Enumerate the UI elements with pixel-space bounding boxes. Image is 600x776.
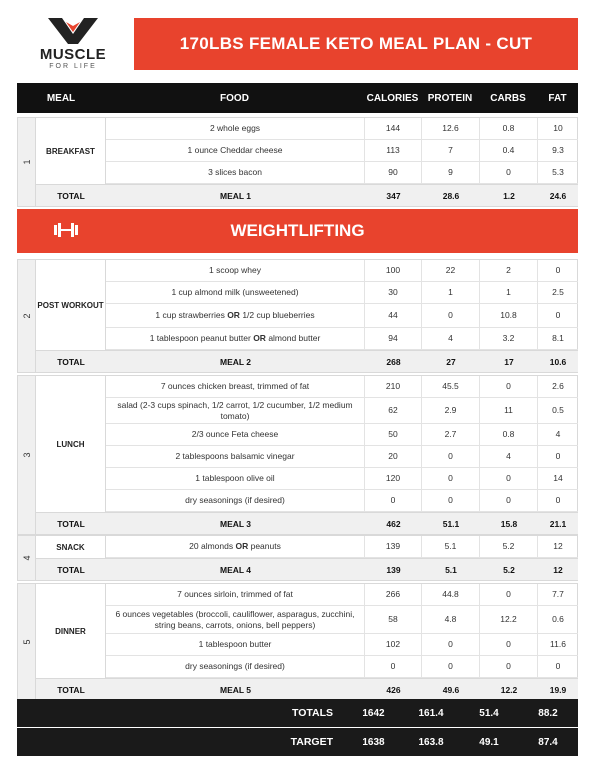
food-row — [106, 376, 578, 398]
food-row — [106, 140, 578, 162]
carbs-cell: 0 — [480, 584, 538, 605]
food-row — [106, 328, 578, 350]
meal-number: 5 — [21, 639, 32, 645]
calories-cell: 0 — [365, 490, 422, 511]
food-row — [106, 304, 578, 328]
food-name: dry seasonings (if desired) — [106, 490, 365, 511]
protein-cell: 22 — [422, 260, 480, 281]
calories-cell: 30 — [365, 282, 422, 303]
food-name: 1 cup almond milk (unsweetened) — [106, 282, 365, 303]
totals-label: TOTALS — [291, 707, 333, 719]
food-name: 1 scoop whey — [106, 260, 365, 281]
food-name: 2 whole eggs — [106, 118, 365, 139]
totals-row — [17, 699, 578, 727]
protein-cell: 0 — [422, 304, 480, 327]
carbs-cell: 0.8 — [480, 424, 538, 445]
total-carbs: 5.2 — [503, 564, 515, 575]
total-meal-name: MEAL 4 — [219, 564, 252, 575]
food-row — [106, 584, 578, 606]
meal-block — [17, 535, 578, 581]
fat-cell: 0 — [555, 265, 561, 276]
carbs-cell: 0 — [480, 162, 538, 183]
carbs-cell: 3.2 — [480, 328, 538, 349]
total-carbs: 1.2 — [503, 190, 515, 201]
fat-cell: 7.7 — [552, 589, 564, 600]
food-row — [106, 446, 578, 468]
or-keyword: OR — [224, 310, 243, 321]
protein-cell: 1 — [422, 282, 480, 303]
food-name: 20 almonds OR peanuts — [106, 536, 365, 557]
food-row — [106, 118, 578, 140]
protein-cell: 0 — [422, 490, 480, 511]
calories-cell: 266 — [365, 584, 422, 605]
meal-total-row — [36, 350, 578, 372]
food-name: 1 tablespoon olive oil — [106, 468, 365, 489]
header-food: FOOD — [220, 92, 249, 104]
meal-block — [17, 117, 578, 207]
food-name: 1 tablespoon butter — [106, 634, 365, 655]
fat-cell: 0.6 — [552, 614, 564, 625]
target-row — [17, 728, 578, 756]
total-meal-name: MEAL 3 — [219, 518, 252, 529]
protein-cell: 4 — [422, 328, 480, 349]
logo-text: MUSCLE — [39, 46, 107, 63]
fat-cell: 2.6 — [552, 381, 564, 392]
food-row — [106, 282, 578, 304]
food-row — [106, 398, 578, 424]
fat-cell: 0.5 — [552, 405, 564, 416]
food-row — [106, 162, 578, 184]
fat-cell: 11.6 — [550, 639, 566, 650]
carbs-cell: 0.8 — [480, 118, 538, 139]
food-name: 2/3 ounce Feta cheese — [106, 424, 365, 445]
meal-total-row — [36, 512, 578, 534]
carbs-cell: 4 — [480, 446, 538, 467]
target-label: TARGET — [290, 736, 333, 748]
protein-cell: 7 — [422, 140, 480, 161]
fat-cell: 5.3 — [552, 167, 564, 178]
food-name: dry seasonings (if desired) — [106, 656, 365, 677]
total-carbs: 17 — [504, 356, 514, 367]
meal-number-column — [18, 584, 36, 700]
food-name: 2 tablespoons balsamic vinegar — [106, 446, 365, 467]
total-label: TOTAL — [57, 356, 85, 367]
food-row — [106, 634, 578, 656]
target-calories: 1638 — [362, 736, 385, 748]
calories-cell: 113 — [365, 140, 422, 161]
protein-cell: 44.8 — [422, 584, 480, 605]
total-calories: 462 — [386, 518, 401, 529]
meal-block — [17, 375, 578, 535]
header-calories: CALORIES — [366, 92, 419, 104]
protein-cell: 5.1 — [422, 536, 480, 557]
meal-number-column — [18, 260, 36, 372]
food-name: 3 slices bacon — [106, 162, 365, 183]
fat-cell: 9.3 — [552, 145, 564, 156]
totals-fat: 88.2 — [538, 707, 558, 719]
carbs-cell: 11 — [480, 398, 538, 423]
fat-cell: 0 — [555, 310, 561, 321]
total-fat: 10.6 — [549, 356, 567, 367]
protein-cell: 0 — [422, 634, 480, 655]
calories-cell: 62 — [365, 398, 422, 423]
header-fat: FAT — [548, 92, 567, 104]
carbs-cell: 5.2 — [480, 536, 538, 557]
weightlifting-banner — [17, 209, 578, 253]
target-carbs: 49.1 — [479, 736, 499, 748]
total-label: TOTAL — [57, 518, 85, 529]
calories-cell: 94 — [365, 328, 422, 349]
meal-number-column — [18, 536, 36, 580]
food-row — [106, 260, 578, 282]
food-name: salad (2-3 cups spinach, 1/2 carrot, 1/2 cucumber, 1/2 medium tomato) — [106, 398, 365, 423]
banner-label: WEIGHTLIFTING — [230, 221, 365, 240]
protein-cell: 0 — [422, 446, 480, 467]
calories-cell: 90 — [365, 162, 422, 183]
food-name: 1 cup strawberries OR 1/2 cup blueberries — [106, 304, 365, 327]
logo-subtext: FOR LIFE — [49, 63, 97, 70]
carbs-cell: 0.4 — [480, 140, 538, 161]
protein-cell: 0 — [422, 656, 480, 677]
carbs-cell: 0 — [480, 468, 538, 489]
calories-cell: 210 — [365, 376, 422, 397]
food-name: 7 ounces chicken breast, trimmed of fat — [106, 376, 365, 397]
protein-cell: 4.8 — [422, 606, 480, 633]
protein-cell: 2.9 — [422, 398, 480, 423]
meal-number-column — [18, 118, 36, 206]
dumbbell-icon — [53, 221, 79, 239]
header-protein: PROTEIN — [427, 92, 473, 104]
food-row — [106, 606, 578, 634]
meal-name: LUNCH — [36, 376, 106, 512]
food-name: 1 ounce Cheddar cheese — [106, 140, 365, 161]
header-carbs: CARBS — [490, 92, 526, 104]
fat-cell: 10 — [553, 123, 563, 134]
total-meal-name: MEAL 1 — [219, 190, 252, 201]
total-meal-name: MEAL 2 — [219, 356, 252, 367]
total-protein: 51.1 — [442, 518, 460, 529]
fat-cell: 2.5 — [552, 287, 564, 298]
or-keyword: OR — [250, 333, 269, 344]
page-title: 170LBS FEMALE KETO MEAL PLAN - CUT — [134, 18, 578, 70]
total-protein: 27 — [446, 356, 456, 367]
muscle-logo-icon — [48, 16, 98, 46]
calories-cell: 0 — [365, 656, 422, 677]
carbs-cell: 10.8 — [480, 304, 538, 327]
totals-calories: 1642 — [362, 707, 385, 719]
meal-total-row — [36, 678, 578, 700]
carbs-cell: 1 — [480, 282, 538, 303]
total-fat: 12 — [553, 564, 563, 575]
carbs-cell: 2 — [480, 260, 538, 281]
protein-cell: 12.6 — [422, 118, 480, 139]
total-calories: 426 — [386, 684, 401, 695]
target-protein: 163.8 — [418, 736, 444, 748]
food-row — [106, 424, 578, 446]
total-protein: 5.1 — [445, 564, 457, 575]
total-calories: 139 — [386, 564, 401, 575]
fat-cell: 0 — [555, 661, 561, 672]
meal-name: BREAKFAST — [36, 118, 106, 184]
calories-cell: 100 — [365, 260, 422, 281]
header-meal: MEAL — [46, 92, 76, 104]
fat-cell: 14 — [553, 473, 563, 484]
totals-protein: 161.4 — [418, 707, 444, 719]
fat-cell: 12 — [553, 541, 563, 552]
total-protein: 49.6 — [442, 684, 460, 695]
calories-cell: 139 — [365, 536, 422, 557]
food-name: 6 ounces vegetables (broccoli, cauliflower, asparagus, zucchini, string beans, carrots, onions, bell peppers) — [106, 606, 365, 633]
total-protein: 28.6 — [442, 190, 460, 201]
table-header — [17, 83, 578, 113]
meal-number: 4 — [21, 555, 32, 561]
total-fat: 21.1 — [549, 518, 567, 529]
calories-cell: 120 — [365, 468, 422, 489]
carbs-cell: 0 — [480, 656, 538, 677]
total-label: TOTAL — [57, 190, 85, 201]
total-label: TOTAL — [57, 684, 85, 695]
food-name: 1 tablespoon peanut butter OR almond butter — [106, 328, 365, 349]
protein-cell: 2.7 — [422, 424, 480, 445]
calories-cell: 58 — [365, 606, 422, 633]
total-fat: 19.9 — [549, 684, 567, 695]
total-carbs: 12.2 — [500, 684, 518, 695]
meal-name: SNACK — [36, 536, 106, 558]
meal-number: 3 — [21, 452, 32, 458]
calories-cell: 20 — [365, 446, 422, 467]
meal-total-row — [36, 558, 578, 580]
meal-number-column — [18, 376, 36, 534]
food-row — [106, 656, 578, 678]
food-row — [106, 468, 578, 490]
totals-carbs: 51.4 — [479, 707, 499, 719]
fat-cell: 4 — [555, 429, 561, 440]
meal-number: 2 — [21, 313, 32, 319]
total-fat: 24.6 — [549, 190, 567, 201]
carbs-cell: 12.2 — [480, 606, 538, 633]
meal-block — [17, 583, 578, 701]
brand-logo — [18, 16, 128, 72]
calories-cell: 44 — [365, 304, 422, 327]
protein-cell: 0 — [422, 468, 480, 489]
calories-cell: 144 — [365, 118, 422, 139]
fat-cell: 8.1 — [552, 333, 564, 344]
calories-cell: 50 — [365, 424, 422, 445]
total-calories: 347 — [386, 190, 401, 201]
meal-name: POST WORKOUT — [36, 260, 106, 350]
meal-block — [17, 259, 578, 373]
fat-cell: 0 — [555, 495, 561, 506]
carbs-cell: 0 — [480, 634, 538, 655]
meal-name: DINNER — [36, 584, 106, 678]
calories-cell: 102 — [365, 634, 422, 655]
or-keyword: OR — [233, 541, 251, 552]
total-calories: 268 — [386, 356, 401, 367]
food-row — [106, 536, 578, 558]
meal-number: 1 — [21, 159, 32, 165]
target-fat: 87.4 — [538, 736, 558, 748]
protein-cell: 9 — [422, 162, 480, 183]
total-carbs: 15.8 — [500, 518, 518, 529]
fat-cell: 0 — [555, 451, 561, 462]
total-meal-name: MEAL 5 — [219, 684, 252, 695]
carbs-cell: 0 — [480, 490, 538, 511]
meal-total-row — [36, 184, 578, 206]
carbs-cell: 0 — [480, 376, 538, 397]
food-name: 7 ounces sirloin, trimmed of fat — [106, 584, 365, 605]
food-row — [106, 490, 578, 512]
protein-cell: 45.5 — [422, 376, 480, 397]
total-label: TOTAL — [57, 564, 85, 575]
